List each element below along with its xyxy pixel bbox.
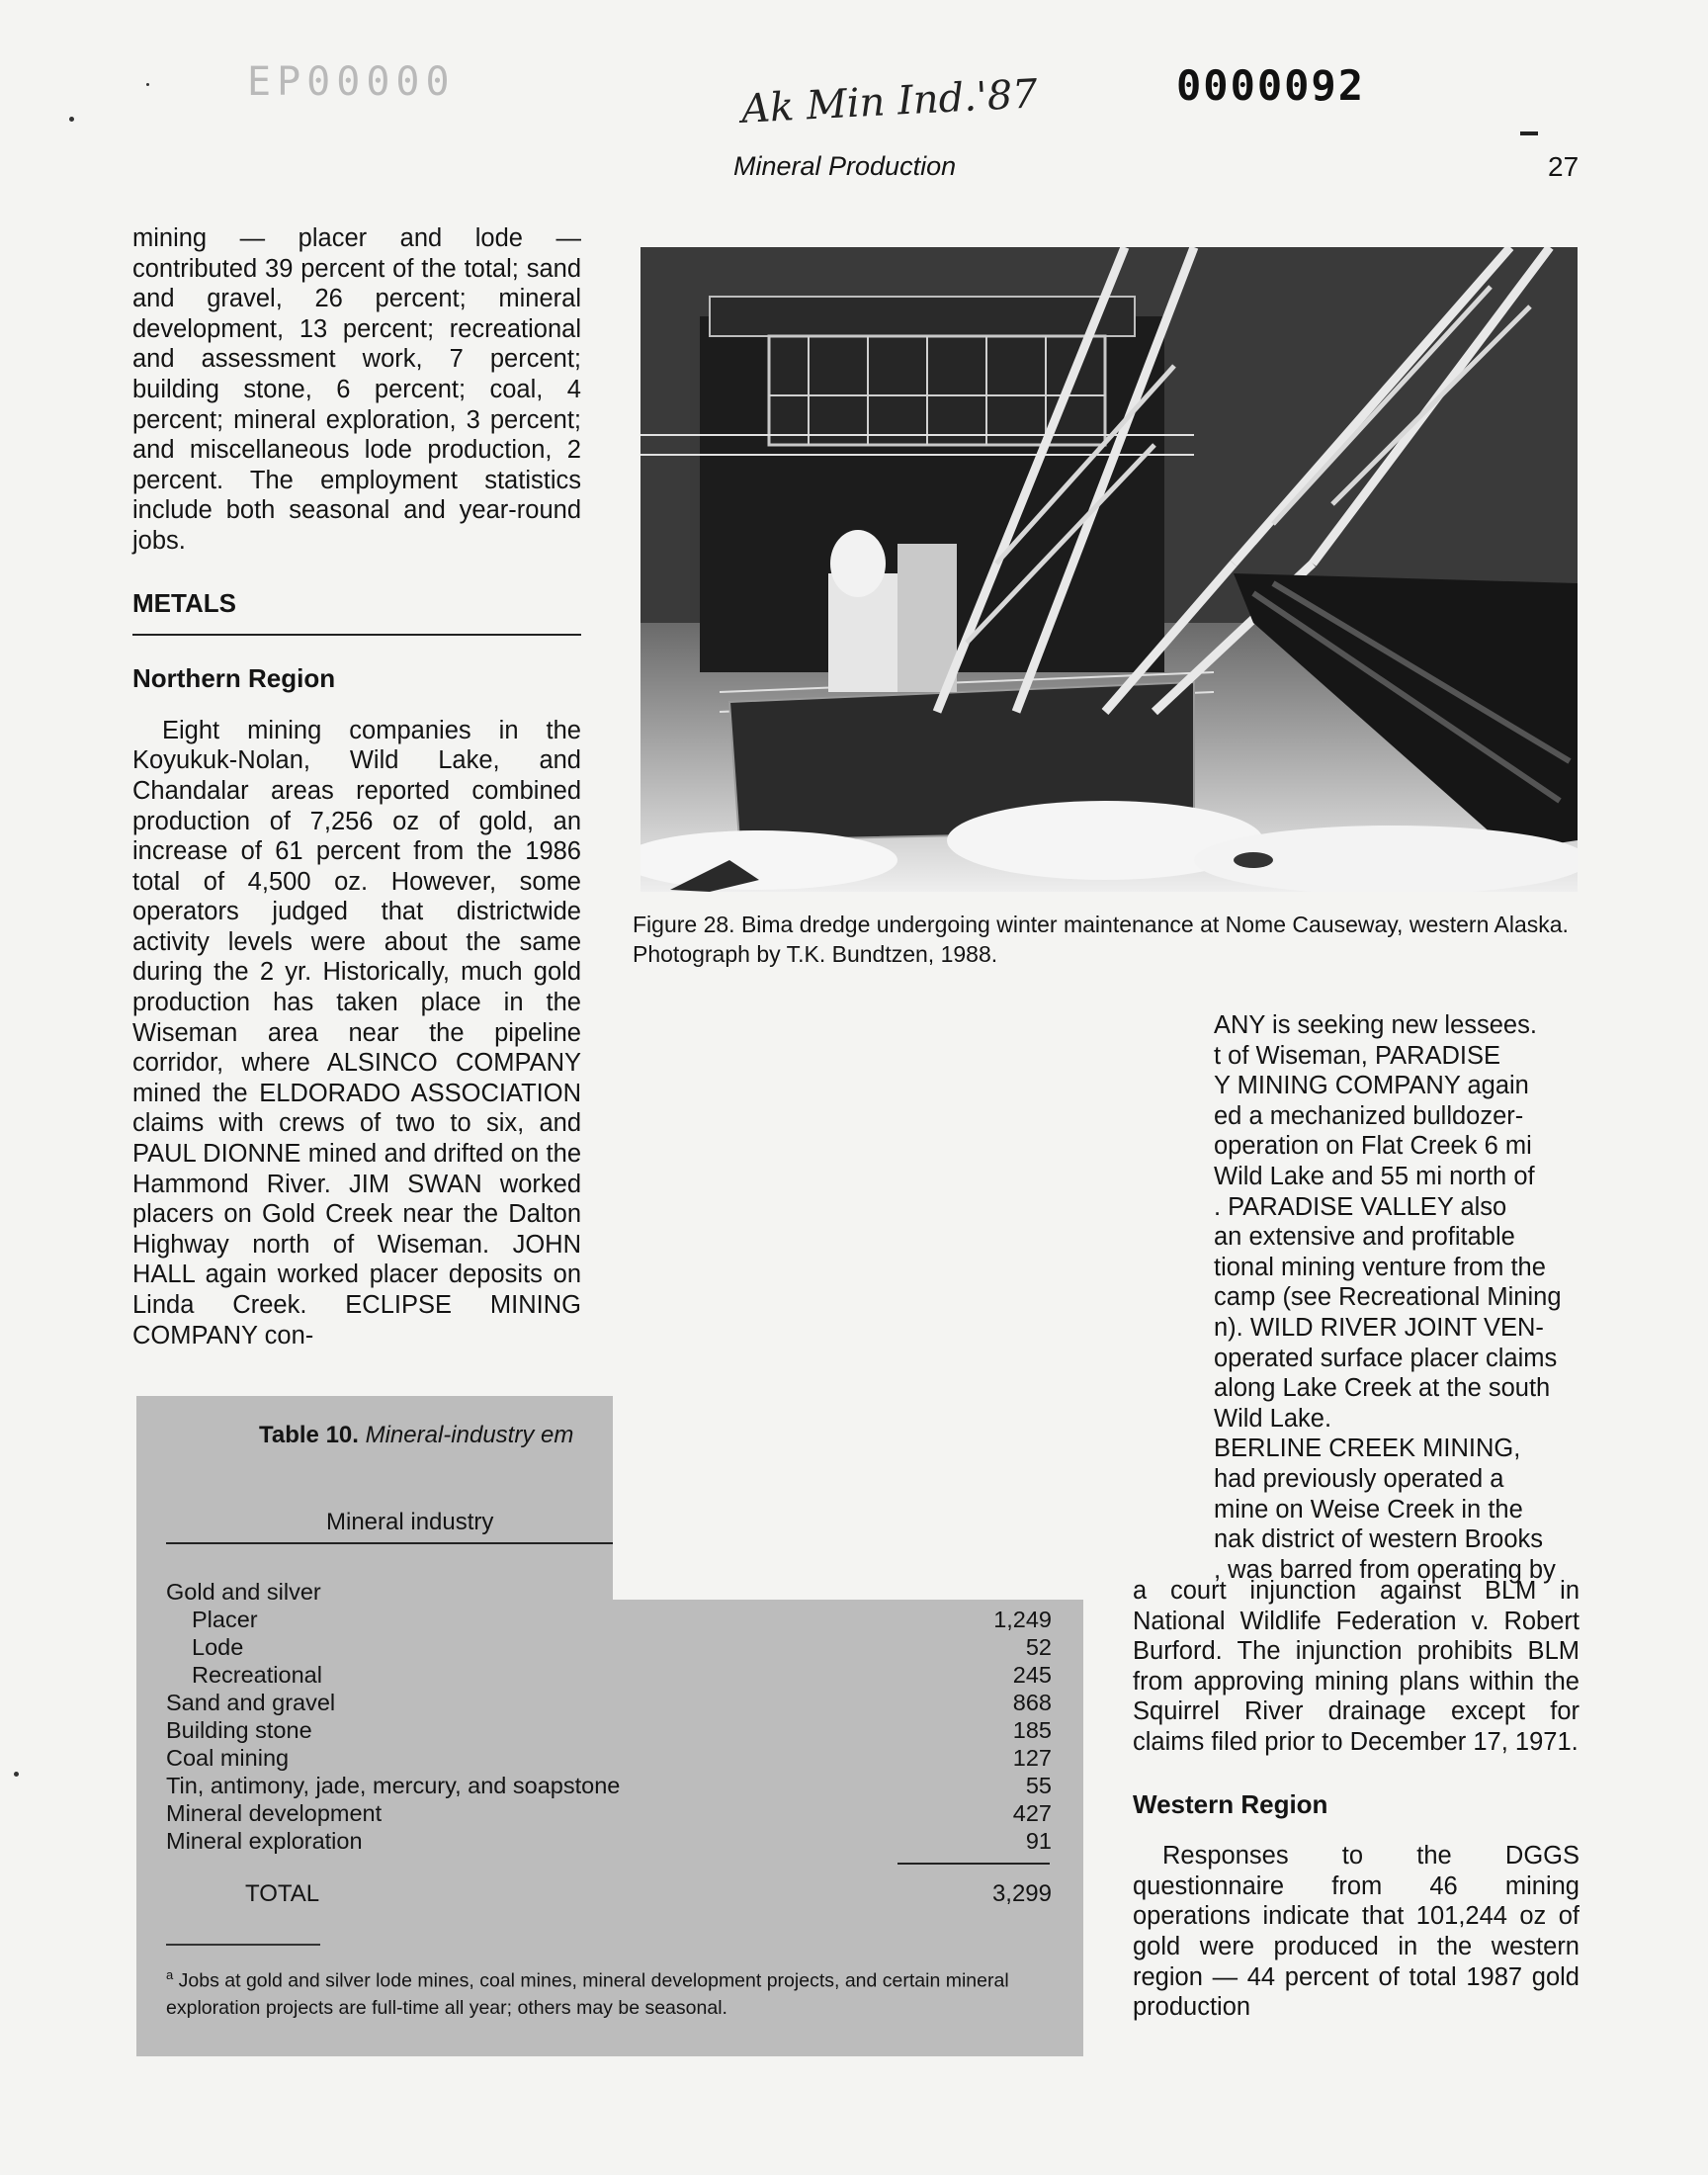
table-row [166,1633,1052,1661]
row-value: 868 [1012,1690,1052,1715]
table-title [259,1422,573,1449]
table-total-rule [897,1863,1050,1865]
subheading-northern-region: Northern Region [132,663,336,694]
table-body [166,1578,1052,1855]
row-value: 1,249 [993,1607,1052,1632]
partial-line: along Lake Creek at the south [1214,1374,1551,1403]
running-head: Mineral Production [733,151,957,181]
partial-line: ANY is seeking new lessees. [1214,1011,1537,1039]
right-column-text [1133,1576,1580,2023]
partial-line: n). WILD RIVER JOINT VEN- [1214,1313,1544,1342]
table-total-row [166,1880,1052,1908]
row-value: 55 [1025,1773,1052,1798]
partial-line: operation on Flat Creek 6 mi [1214,1132,1532,1161]
table-row [166,1578,1052,1606]
row-value: 91 [1025,1828,1052,1854]
table-caption: Mineral-industry em [365,1422,574,1448]
row-value: 245 [1012,1662,1052,1688]
partial-line: Y MINING COMPANY again [1214,1072,1529,1100]
right-column-partial-text [1214,1010,1580,1585]
row-label: Placer [192,1607,258,1632]
row-label: Coal mining [166,1745,290,1771]
total-value: 3,299 [991,1880,1052,1907]
partial-line: Wild Lake. [1214,1404,1332,1433]
northern-region-paragraph: Eight mining companies in the Koyukuk-Nolan, Wild Lake, and Chandalar areas reported combined production of 7,256 oz of gold, an increase of 61 percent from the 1986 total of 4,500 oz. However, some operators judged that districtwide activity levels were about the same during the 2 yr. Historically, much gold production has taken place in the Wiseman area near the pipeline corridor, where ALSINCO COMPANY mined the ELDORADO ASSOCIATION claims with crews of two to six, and PAUL DIONNE mined and drifted on the Hammond River. JIM SWAN worked placers on Gold Creek near the Dalton Highway north of Wiseman. JOHN HALL again worked placer deposits on Linda Creek. ECLIPSE MINING COMPANY con- [132,716,581,1349]
partial-line: an extensive and profitable [1214,1223,1515,1252]
table-row [166,1772,1052,1799]
dredge-illustration [640,247,1578,892]
table-header-rule [166,1542,613,1544]
table-row [166,1799,1052,1827]
row-label: Mineral exploration [166,1828,363,1854]
table-row [166,1744,1052,1772]
handwritten-note: Ak Min Ind.'87 [740,71,1039,132]
western-region-paragraph: Responses to the DGGS questionnaire from 46 mining operations indicate that 101,244 oz of gold were produced in the western region — 44 percent of total 1987 gold production [1133,1842,1580,2022]
row-label: Lode [192,1634,244,1660]
left-column [132,223,581,1350]
partial-line: Wild Lake and 55 mi north of [1214,1162,1535,1190]
partial-line: camp (see Recreational Mining [1214,1283,1562,1312]
partial-line: tional mining venture from the [1214,1253,1546,1281]
row-value: 427 [1012,1800,1052,1826]
partial-line: BERLINE CREEK MINING, [1214,1435,1521,1463]
row-value: 127 [1012,1745,1052,1771]
total-label: TOTAL [245,1880,320,1907]
table-row [166,1827,1052,1855]
table-row [166,1606,1052,1633]
partial-line: had previously operated a [1214,1464,1504,1493]
row-label: Recreational [192,1662,322,1688]
section-heading-metals: METALS [132,587,236,618]
row-value [963,1578,1052,1606]
partial-line: , was barred from operating by [1214,1555,1556,1584]
table-column-header: Mineral industry [326,1509,494,1535]
scan-speck [146,83,149,86]
partial-line: . PARADISE VALLEY also [1214,1192,1507,1221]
footnote-marker: a [166,1967,174,1982]
partial-line: ed a mechanized bulldozer- [1214,1101,1524,1130]
figure-caption: Figure 28. Bima dredge undergoing winter maintenance at Nome Causeway, western Alaska. Photograph by T.K. Bundtzen, 1988. [633,912,1569,967]
table-row [166,1661,1052,1689]
row-label: Tin, antimony, jade, mercury, and soapstone [166,1773,621,1798]
scan-speck [14,1772,19,1777]
archive-stamp-right: 0000092 [1176,61,1366,110]
row-value: 52 [1025,1634,1052,1660]
partial-line: mine on Weise Creek in the [1214,1495,1523,1523]
page-number: 27 [1548,151,1580,182]
section-rule [132,634,581,636]
intro-paragraph: mining — placer and lode — contributed 39 percent of the total; sand and gravel, 26 percent; mineral development, 13 percent; recreational and assessment work, 7 percent; building stone, 6 percent; coal, 4 percent; mineral exploration, 3 percent; and miscellaneous lode production, 2 percent. The employment statistics include both seasonal and year-round jobs. [132,224,581,555]
dredge-photograph [640,247,1578,892]
footnote-text: Jobs at gold and silver lode mines, coal mines, mineral development projects, and certain mineral exploration projects are full-time all year; others may be seasonal. [166,1969,1009,2019]
row-label: Mineral development [166,1800,383,1826]
scan-speck [69,117,74,122]
injunction-paragraph: a court injunction against BLM in National Wildlife Federation v. Robert Burford. The injunction prohibits BLM from approving mining plans within the Squirrel River drainage except for claims filed prior to December 17, 1971. [1133,1577,1580,1756]
row-label: Gold and silver [166,1579,321,1605]
subheading-western-region: Western Region [1133,1788,1328,1819]
table-footnote [166,1961,1056,2022]
dash-mark [1520,131,1538,135]
table-number: Table 10. [259,1422,359,1448]
partial-line: nak district of western Brooks [1214,1525,1544,1554]
partial-line: operated surface placer claims [1214,1344,1558,1372]
row-value: 185 [1012,1717,1052,1743]
partial-line: t of Wiseman, PARADISE [1214,1041,1501,1070]
row-label: Building stone [166,1717,312,1743]
table-row [166,1689,1052,1716]
footnote-rule [166,1944,320,1946]
archive-stamp-left: EP00000 [247,59,456,105]
row-label: Sand and gravel [166,1690,336,1715]
table-row [166,1716,1052,1744]
